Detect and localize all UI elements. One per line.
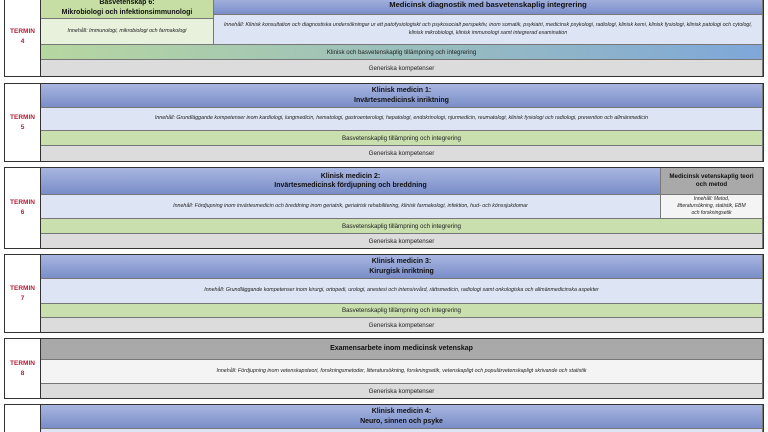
integration-bar [41, 45, 763, 60]
termin-5-label [5, 84, 41, 161]
termin-number: 6 [20, 209, 25, 216]
examensarbete-header [41, 339, 763, 360]
termin-number: 4 [20, 37, 25, 45]
termin-6-label [5, 168, 41, 248]
termin-7-label [5, 255, 41, 332]
vetenskaplig-teori-header [661, 168, 763, 195]
termin-9-block [4, 404, 764, 432]
course-subtitle: Neuro, sinnen och psyke [360, 417, 443, 425]
generic-competence-bar [41, 318, 763, 332]
course-content-text: Innehåll: Fördjupning inom vetenskapsteori, forskningsmetoder, litteratursökning, forskningsetik, vetenskapligt och populärvetenskapligt skrivande och statistik [216, 367, 587, 374]
content-line: och forskningsetik [691, 210, 732, 216]
termin-label-text: TERMIN [10, 27, 35, 35]
course-subtitle: och metod [695, 181, 728, 188]
klinisk-medicin-1-header [41, 84, 763, 108]
termin-8-block [4, 338, 764, 399]
bar-label: Basvetenskaplig tillämpning och integrering [341, 134, 461, 142]
klinisk-medicin-4-header [41, 405, 763, 429]
course-subtitle: Invärtesmedicinsk fördjupning och breddning [274, 182, 427, 189]
course-content-text: Innehåll: Fördjupning inom invärtesmedicin och breddning inom geriatrik, geriatrisk rehabilitering, klinisk farmakologi, infektion, hud- och könssjukdomar [173, 202, 528, 209]
course-title: Klinisk medicin 4: [371, 408, 432, 416]
termin-6-block [4, 167, 764, 249]
generic-competence-bar [41, 146, 763, 161]
termin-label-text: TERMIN [10, 359, 35, 367]
termin-5-block [4, 83, 764, 162]
klinisk-medicin-1-content [41, 108, 763, 131]
klinisk-medicin-3-header [41, 255, 763, 279]
basvetenskap-6-content [41, 19, 214, 45]
course-title: Klinisk medicin 1: [371, 87, 432, 95]
course-subtitle: Mikrobiologi och infektionsimmunologi [61, 8, 193, 16]
course-title: Medicinsk vetenskaplig teori [669, 172, 754, 180]
bar-label: Basvetenskaplig tillämpning och integrering [341, 222, 461, 230]
course-content-text: Innehåll: Immunologi, mikrobiologi och farmakologi [67, 27, 187, 34]
termin-8-label [5, 339, 41, 398]
course-title: Basvetenskap 6: [99, 0, 155, 7]
termin-7-block [4, 254, 764, 333]
termin-label-text: TERMIN [10, 113, 35, 121]
diagnostik-content [214, 15, 763, 45]
course-subtitle: Kirurgisk inriktning [369, 267, 434, 275]
integration-bar [41, 219, 763, 234]
course-subtitle: Invärtesmedicinsk inriktning [354, 96, 449, 104]
generic-competence-bar [41, 60, 763, 76]
klinisk-medicin-2-header [41, 168, 661, 195]
integration-bar [41, 304, 763, 318]
termin-4-label [5, 0, 41, 76]
termin-4-block [4, 0, 764, 77]
bar-label: Generiska kompetenser [368, 237, 435, 245]
course-content-text: Innehåll: Klinisk konsultation och diagnostiska undersökningar ur ett patofysiologiskt och psykosocialt perspektiv, inom somatik, psykiatri, medicinsk psykologi, radiologi, klinisk kemi, klinisk fysiologi, klinisk patologi och cytologi, klinisk mikrobiologi, klinisk immunologi samt integrerad examination [223, 22, 753, 36]
vetenskaplig-teori-content [661, 195, 763, 219]
bar-label: Klinisk och basvetenskaplig tillämpning och integrering [326, 48, 477, 56]
course-content-text: Innehåll: Grundläggande kompetenser inom kirurgi, ortopedi, urologi, anestesi och intensivvård, rättsmedicin, radiologi samt onkologiska och allmänmedicinska aspekter [204, 287, 599, 294]
bar-label: Generiska kompetenser [368, 150, 435, 157]
content-line: litteratursökning, statistik, EBM [677, 203, 746, 209]
course-title: Klinisk medicin 2: [320, 172, 381, 180]
generic-competence-bar [41, 234, 763, 248]
course-content-text: Innehåll: Grundläggande kompetenser inom kardiologi, lungmedicin, hematologi, gastroenterologi, hepatologi, endokrinologi, njurmedicin, reumatologi, klinisk fysiologi och radiologi, prevention och allmänmedicin [154, 115, 649, 122]
integration-bar [41, 131, 763, 146]
basvetenskap-6-header [41, 0, 214, 19]
bar-label: Generiska kompetenser [368, 64, 435, 72]
klinisk-medicin-3-content [41, 279, 763, 304]
bar-label: Basvetenskaplig tillämpning och integrering [341, 307, 461, 314]
klinisk-medicin-2-content [41, 195, 661, 219]
bar-label: Generiska kompetenser [368, 321, 435, 329]
termin-number: 7 [20, 294, 25, 302]
diagnostik-header [214, 0, 763, 15]
termin-label-text: TERMIN [10, 284, 35, 292]
course-title: Klinisk medicin 3: [371, 258, 432, 266]
course-title: Medicinsk diagnostik med basvetenskaplig integrering [389, 0, 587, 10]
examensarbete-content [41, 360, 763, 384]
termin-number: 8 [20, 369, 25, 377]
generic-competence-bar [41, 384, 763, 398]
termin-9-label [5, 405, 41, 432]
bar-label: Generiska kompetenser [368, 387, 435, 395]
termin-number: 5 [20, 123, 25, 131]
termin-label-text: TERMIN [10, 199, 35, 207]
course-title: Examensarbete inom medicinsk vetenskap [330, 345, 473, 353]
content-line: Innehåll: Metod, [693, 196, 730, 202]
